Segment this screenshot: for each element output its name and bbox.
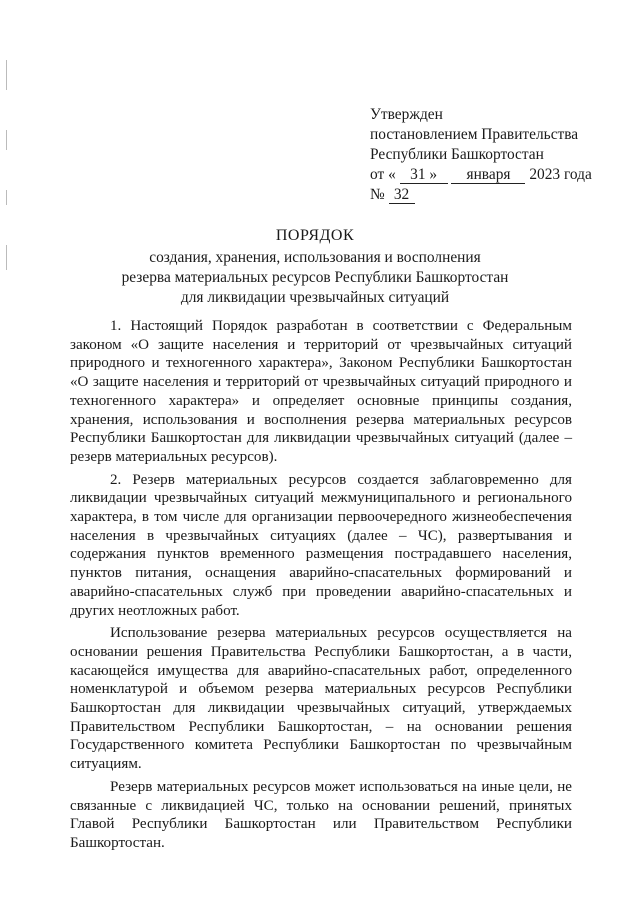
approval-line-3: Республики Башкортостан: [370, 146, 544, 163]
paragraph-1: 1. Настоящий Порядок разработан в соответствии с Федеральным законом «О защите населения и территорий от чрезвычайных ситуаций природного и техногенного характера», Законом Республики Башкортостан «О защите населения и территорий от чрезвычайных ситуаций природного и техногенного характера» и определяет основные принципы создания, хранения, использования и восполнения резерва материальных ресурсов Республики Башкортостан для ликвидации чрезвычайных ситуаций (далее – резерв материальных ресурсов).: [70, 318, 572, 465]
title-line-1: создания, хранения, использования и восполнения: [149, 249, 481, 266]
paragraph-4: Резерв материальных ресурсов может использоваться на иные цели, не связанные с ликвидацией ЧС, только на основании решений, принятых Главой Республики Башкортостан или Правительством Республики Башкортостан.: [70, 778, 572, 851]
document-body: [70, 317, 572, 857]
date-year: 2023 года: [529, 166, 592, 183]
document-title: [95, 226, 535, 308]
paragraph-2: 2. Резерв материальных ресурсов создается заблаговременно для ликвидации чрезвычайных ситуаций межмуниципального и регионального характера, в том числе для организации первоочередного жизнеобеспечения населения в чрезвычайных ситуациях (далее – ЧС), развертывания и содержания пунктов временного размещения пострадавшего населения, пунктов питания, оснащения аварийно-спасательных формирований и аварийно-спасательных служб при проведении аварийно-спасательных и других неотложных работ.: [70, 471, 572, 619]
date-prefix: от «: [370, 166, 396, 183]
document-number: 32: [389, 186, 415, 204]
approval-number-line: [370, 185, 620, 205]
paragraph-3: Использование резерва материальных ресурсов осуществляется на основании решения Правительства Республики Башкортостан, а в части, касающейся имущества для аварийно-спасательных работ, определенного номенклатурой и объемом резерва материальных ресурсов Республики Башкортостан для ликвидации чрезвычайных ситуаций, утверждаемых Правительством Республики Башкортостан, – на основании решения Государственного комитета Республики Башкортостан по чрезвычайным ситуациям.: [70, 625, 572, 773]
title-line-3: для ликвидации чрезвычайных ситуаций: [180, 289, 450, 306]
approval-date-line: [370, 165, 620, 185]
number-prefix: №: [370, 186, 385, 203]
title-line-2: резерва материальных ресурсов Республики Башкортостан: [121, 269, 509, 286]
approval-line-1: Утвержден: [370, 106, 443, 123]
scan-edge-marks: [6, 60, 10, 310]
date-day: 31 »: [400, 166, 448, 184]
approval-line-2: постановлением Правительства: [370, 126, 579, 143]
title-heading: ПОРЯДОК: [275, 227, 355, 244]
approval-stamp: [370, 105, 620, 205]
date-month: января: [451, 166, 525, 184]
